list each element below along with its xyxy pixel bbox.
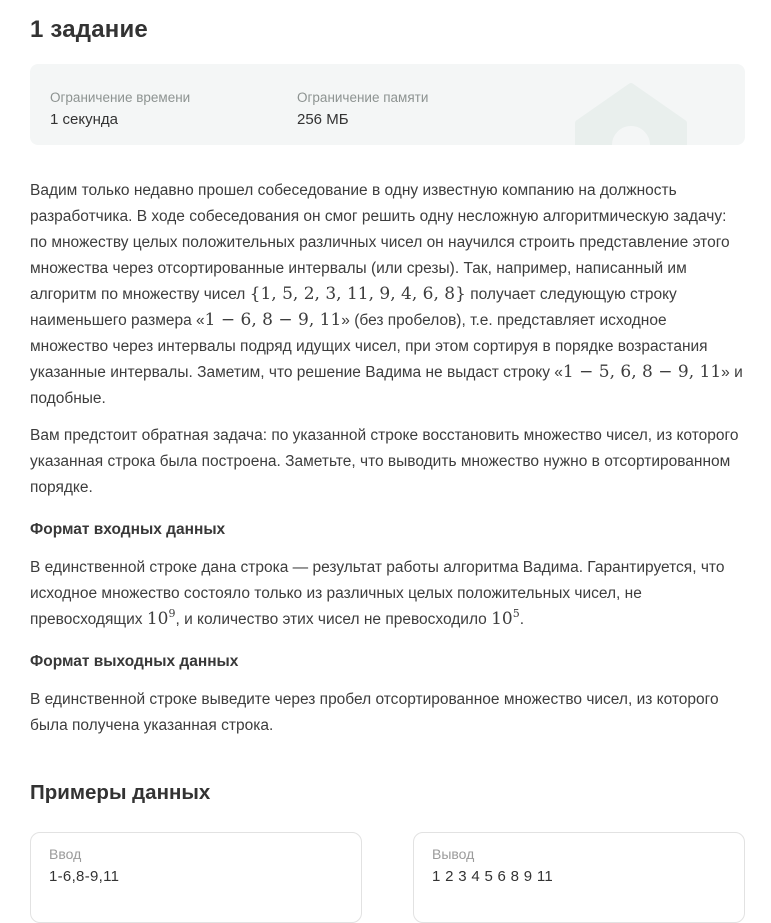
time-limit-label: Ограничение времени bbox=[50, 90, 191, 105]
sample-input-value: 1-6,8-9,11 bbox=[49, 868, 120, 885]
memory-limit bbox=[297, 89, 544, 145]
input-format-paragraph: В единственной строке дана строка — результат работы алгоритма Вадима. Гарантируется, что исходное множество состояло только из различных целых положительных чисел, не превосходящих $10^9$, и количество этих чисел не превосходило $10^5$. bbox=[30, 559, 725, 629]
memory-limit-label: Ограничение памяти bbox=[297, 90, 429, 105]
time-limit bbox=[50, 89, 297, 145]
sample-output-label: Вывод bbox=[432, 846, 475, 862]
output-format-paragraph: В единственной строке выведите через пробел отсортированное множество чисел, из которого была получена указанная строка. bbox=[30, 691, 719, 734]
statement-paragraph-2: Вам предстоит обратная задача: по указанной строке восстановить множество чисел, из которого указанная строка была построена. Заметьте, что выводить множество нужно в отсортированном порядке. bbox=[30, 427, 739, 496]
house-arch-watermark-icon bbox=[573, 81, 689, 145]
sample-input-label: Ввод bbox=[49, 846, 82, 862]
time-limit-value: 1 секунда bbox=[50, 111, 118, 128]
sample-input-card bbox=[30, 832, 362, 923]
output-format-heading: Формат выходных данных bbox=[30, 653, 239, 670]
input-format-heading: Формат входных данных bbox=[30, 521, 226, 538]
memory-limit-value: 256 МБ bbox=[297, 111, 349, 128]
statement-paragraph-1: Вадим только недавно прошел собеседование в одну известную компанию на должность разработчика. В ходе собеседования он смог решить одну несложную алгоритмическую задачу: по множеству целых положительных различных чисел он научился строить представление этого множества через отсортированные интервалы (или срезы). Так, например, написанный им алгоритм по множеству чисел {1, 5, 2, 3, 11, 9, 4, 6, 8} получает следующую строку наименьшего размера «1 − 6, 8 − 9, 11» (без пробелов), т.е. представляет исходное множество через интервалы подряд идущих чисел, при этом сортируя в порядке возрастания указанные интервалы. Заметим, что решение Вадима не выдаст строку «1 − 5, 6, 8 − 9, 11» и подобные. bbox=[30, 182, 743, 407]
samples-row bbox=[30, 832, 745, 923]
samples-heading: Примеры данных bbox=[30, 781, 211, 804]
page-title: 1 задание bbox=[30, 16, 148, 43]
sample-output-card bbox=[413, 832, 745, 923]
sample-output-value: 1 2 3 4 5 6 8 9 11 bbox=[432, 868, 554, 885]
limits-panel bbox=[30, 64, 745, 145]
